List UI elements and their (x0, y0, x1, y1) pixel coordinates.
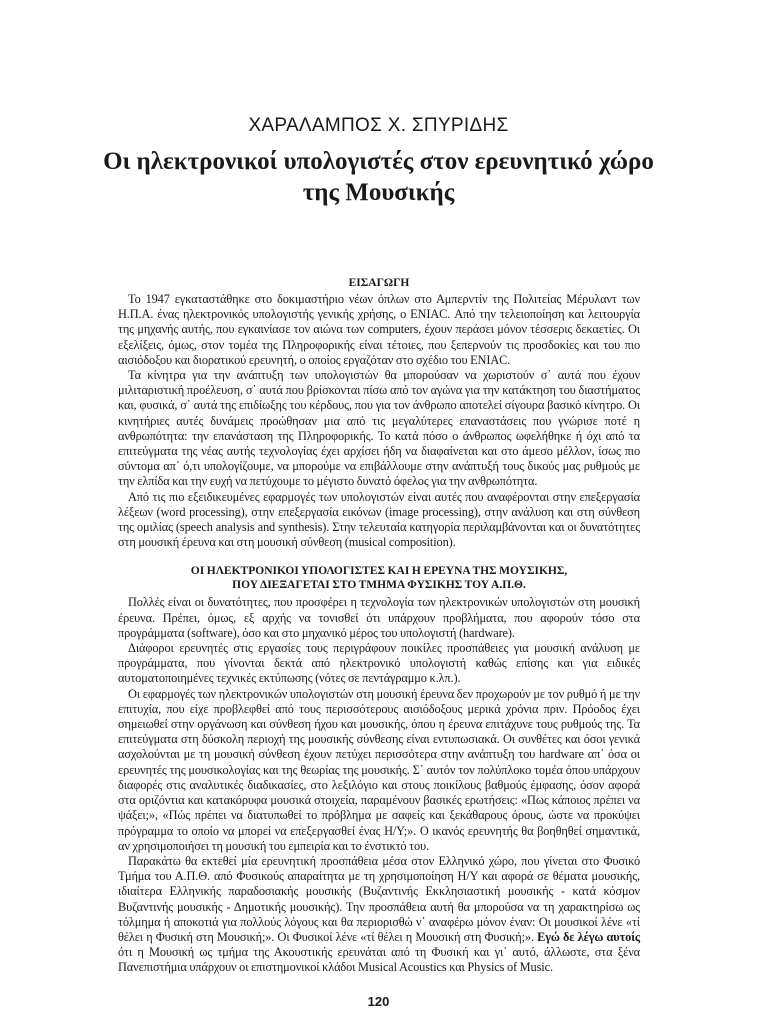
section-heading-line-2: ΠΟΥ ΔΙΕΞΑΓΕΤΑΙ ΣΤΟ ΤΜΗΜΑ ΦΥΣΙΚΗΣ ΤΟΥ Α.Π.Θ. (232, 579, 526, 592)
research-section (118, 564, 640, 975)
author-name: ΧΑΡΑΛΑΜΠΟΣ Χ. ΣΠΥΡΙΔΗΣ (248, 115, 509, 136)
paragraph (118, 854, 640, 976)
section-heading-introduction: ΕΙΣΑΓΩΓΗ (348, 277, 410, 289)
paragraph: Πολλές είναι οι δυνατότητες, που προσφέρει η τεχνολογία των ηλεκτρονικών υπολογιστών στη μουσική έρευνα. Πρέπει, όμως, εξ αρχής να τονισθεί ότι υπάρχουν προβλήματα, που αφορούν τόσο στα προγράμματα (software), όσο και στο μηχανικό μέρος του υπολογιστή (hardware). (118, 595, 640, 640)
title-line-2: της Μουσικής (302, 179, 455, 206)
title-line-1: Οι ηλεκτρονικοί υπολογιστές στον ερευνητικό χώρο (103, 148, 654, 175)
paragraph: Τα κίνητρα για την ανάπτυξη των υπολογιστών θα μπορούσαν να χωριστούν σ᾽ αυτά που έχουν μιλιταριστική προέλευση, σ᾽ αυτά που βρίσκονται πίσω από τον αγώνα για την κατάκτηση του διαστήματος και, φυσικά, σ᾽ αυτά της επιδίωξης του κέρδους, που για τον άνθρωπο αποτελεί σίγουρα βασικό κίνητρο. Οι κινητήριες αυτές δυνάμεις προώθησαν μια από τις μεγαλύτερες επαναστάσεις που γνώρισε ποτέ η ανθρωπότητα: την επανάσταση της Πληροφορικής. Το κατά πόσο ο άνθρωπος ωφελήθηκε ή όχι από τα επιτεύγματα της νέας αυτής τεχνολογίας έχει αρχίσει ήδη να διαφαίνεται και στο άμεσο μέλλον, ίσως πιο σύντομα απ᾽ ό,τι υπολογίζουμε, να μπορούμε να επιβάλλουμε στην ανάπτυξή τους δικούς μας ρυθμούς με την ελπίδα και την ευχή να πετύχουμε το μέγιστο δυνατό όφελος για την ανθρωπότητα. (118, 368, 640, 489)
paragraph: Από τις πιο εξειδικευμένες εφαρμογές των υπολογιστών είναι αυτές που αναφέρονται στην επεξεργασία λέξεων (word processing), στην επεξεργασία εικόνων (image processing), στην ανάλυση και στη σύνθεση της ομιλίας (speech analysis and synthesis). Στην τελευταία κατηγορία περιλαμβάνονται και οι δυνατότητες στη μουσική έρευνα και στη μουσική σύνθεση (musical composition). (118, 489, 640, 550)
paragraph-text: Παρακάτω θα εκτεθεί μία ερευνητική προσπάθεια μέσα στον Ελληνικό χώρο, που γίνεται στο Φυσικό Τμήμα του Α.Π.Θ. από Φυσικούς απαραίτητα με τη χρησιμοποίηση Η/Υ και αφορά σε θέματα μουσικής, ιδιαίτερα Ελληνικής παραδοσιακής μουσικής (Βυζαντινής Εκκλησιαστική μουσικής - κατά κόσμον Βυζαντινής μουσικής - Δημοτικής μουσικής). Την προσπάθεια αυτή θα μπορούσα να τη χαρακτηρίσω ως τόλμημα ή αποκοτιά για πολλούς λόγους και θα περιορισθώ ν᾽ αναφέρω μόνον έναν: Οι μουσικοί λένε «τί θέλει η Φυσική στη Μουσική;». Οι Φυσικοί λένε «τί θέλει η Μουσική στη Φυσική;». (118, 853, 640, 944)
article-title (59, 146, 699, 208)
paragraph-text: ότι η Μουσική ως τμήμα της Ακουστικής ερευνάται από τη Φυσική και γι᾽ αυτό, άλλωστε, στα ξένα Πανεπιστήμια υπάρχουν οι επιστημονικοί κλάδοι Musical Acoustics και Physics of Music. (118, 945, 640, 975)
page-number: 120 (367, 993, 390, 1009)
introduction-section (118, 276, 640, 550)
paragraph: Διάφοροι ερευνητές στις εργασίες τους περιγράφουν ποικίλες προσπάθειες για μουσική ανάλυση με προγράμματα, που γίνονται δεκτά από ηλεκτρονικό υπολογιστή καθώς επίσης και για ειδικές αυτοματοποιημένες τεχνικές εκτύπωσης (νότες σε πεντάγραμμο κ.λπ.). (118, 641, 640, 686)
article-body (118, 276, 640, 976)
paragraph: Οι εφαρμογές των ηλεκτρονικών υπολογιστών στη μουσική έρευνα δεν προχωρούν με τον ρυθμό ή με την επιτυχία, που είχε προβλεφθεί από τους περισσότερους αισιόδοξους μερικά χρόνια πριν. Πρόοδος έχει σημειωθεί στην οργάνωση και σύνθεση ήχου και μουσικής, όπου η έρευνα επιτάχυνε τους ρυθμούς της. Τα επιτεύγματα στη δύσκολη περιοχή της μουσικής σύνθεσης είναι εντυπωσιακά. Οι συνθέτες και όσοι γενικά ασχολούνται με τη μουσική σύνθεση έχουν πετύχει περισσότερα στην ανάπτυξη του hardware απ᾽ όσα οι ερευνητές της μουσικολογίας και της θεωρίας της μουσικής. Σ᾽ αυτόν τον πολύπλοκο τομέα όπου υπάρχουν διαφορές στις αναλυτικές διαδικασίες, στο λεξιλόγιο και στους ποικίλους βαθμούς έμφασης, όσον αφορά στα οριζόντια και κατακόρυφα μουσικά στοιχεία, παραμένουν βασικές ερωτήσεις: «Πως κάποιος πρέπει να ψάξει;», «Πώς πρέπει να διατυπωθεί το πρόβλημα με σαφείς και ξεκάθαρους όρους, ώστε να προκύψει πρόγραμμα το οποίο να μπορεί να επεξεργασθεί ένας Η/Υ;». Ο ικανός ερευνητής θα βοηθηθεί σημαντικά, αν χρησιμοποιήσει τη μουσική του εμπειρία και το ένστικτό του. (118, 686, 640, 853)
section-heading-line-1: ΟΙ ΗΛΕΚΤΡΟΝΙΚΟΙ ΥΠΟΛΟΓΙΣΤΕΣ ΚΑΙ Η ΕΡΕΥΝΑ ΤΗΣ ΜΟΥΣΙΚΗΣ, (190, 565, 568, 578)
paragraph: Το 1947 εγκαταστάθηκε στο δοκιμαστήριο νέων όπλων στο Αμπερντίν της Πολιτείας Μέρυλαντ των Η.Π.Α. ένας ηλεκτρονικός υπολογιστής γενικής χρήσης, ο ENIAC. Από την τελειοποίηση και λειτουργία της μηχανής αυτής, που εγκαινίασε τον αιώνα των computers, έχουν περάσει μόνον τέσσερις δεκαετίες. Οι εξελίξεις, όμως, στον τομέα της Πληροφορικής είναι τέτοιες, που ξεπερνούν τις προσδοκίες και του πιο αισιόδοξου και διορατικού ερευνητή, ο οποίος εργαζόταν στο σχέδιο του ENIAC. (118, 292, 640, 367)
bold-phrase: Εγώ δε λέγω αυτοίς (537, 929, 640, 944)
